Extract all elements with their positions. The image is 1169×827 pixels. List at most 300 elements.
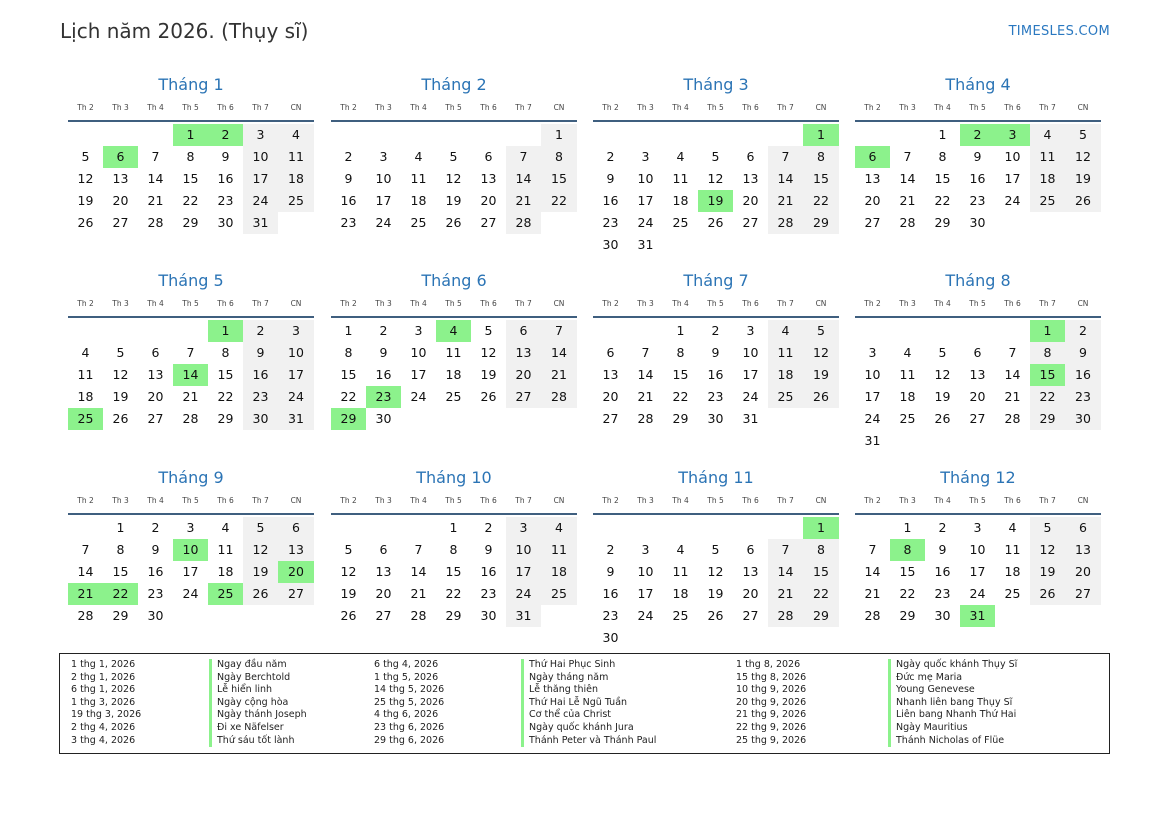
day-cell: 3 bbox=[278, 320, 314, 342]
day-cell: 30 bbox=[375, 411, 392, 426]
day-cell: 29 bbox=[182, 215, 199, 230]
empty-cell bbox=[855, 517, 890, 539]
day-cell: 17 bbox=[742, 367, 759, 382]
day-cell: 13 bbox=[1065, 539, 1101, 561]
day-cell: 12 bbox=[480, 345, 497, 360]
day-cell: 12 bbox=[1030, 539, 1065, 561]
empty-cell bbox=[103, 320, 138, 342]
day-cell: 22 bbox=[541, 190, 577, 212]
month-block bbox=[855, 74, 1101, 234]
day-cell: 24 bbox=[243, 190, 278, 212]
day-cell: 21 bbox=[637, 389, 654, 404]
empty-cell bbox=[436, 124, 471, 146]
day-cell: 27 bbox=[506, 386, 541, 408]
day-cell: 17 bbox=[1004, 171, 1021, 186]
day-cell: 21 bbox=[1004, 389, 1021, 404]
holiday-name: Young Genevese bbox=[888, 684, 1017, 697]
day-cell: 8 bbox=[1030, 342, 1065, 364]
day-cell: 3 bbox=[641, 149, 650, 164]
day-cell: 15 bbox=[803, 168, 839, 190]
weekday-label: Th 3 bbox=[899, 103, 916, 112]
weekday-label: Th 5 bbox=[445, 103, 462, 112]
empty-cell bbox=[628, 320, 663, 342]
day-cell: 21 bbox=[899, 193, 916, 208]
weekday-header bbox=[68, 101, 314, 122]
day-cell: 23 bbox=[934, 586, 951, 601]
day-cell: 11 bbox=[541, 539, 577, 561]
weekday-label: Th 3 bbox=[899, 299, 916, 308]
holiday-name: Thứ Hai Phục Sinh bbox=[521, 659, 656, 672]
day-cell: 21 bbox=[541, 364, 577, 386]
day-cell: 21 bbox=[147, 193, 164, 208]
weekday-label: Th 5 bbox=[707, 299, 724, 308]
weekday-label: Th 4 bbox=[934, 103, 951, 112]
weekday-label: Th 3 bbox=[637, 299, 654, 308]
holiday-date: 25 thg 9, 2026 bbox=[736, 734, 807, 746]
day-cell: 10 bbox=[410, 345, 427, 360]
weekday-label: Th 2 bbox=[77, 103, 94, 112]
day-cell: 23 bbox=[217, 193, 234, 208]
empty-cell bbox=[1030, 605, 1065, 627]
day-cell: 24 bbox=[182, 586, 199, 601]
empty-cell bbox=[698, 234, 733, 256]
day-cell: 24 bbox=[637, 608, 654, 623]
legend-dates-column bbox=[736, 659, 806, 747]
day-cell: 19 bbox=[77, 193, 94, 208]
day-cell: 29 bbox=[899, 608, 916, 623]
day-cell: 7 bbox=[414, 542, 423, 557]
day-cell: 28 bbox=[768, 212, 803, 234]
day-cell: 30 bbox=[602, 237, 619, 252]
holiday-date: 3 thg 4, 2026 bbox=[71, 734, 136, 746]
day-cell: 16 bbox=[602, 193, 619, 208]
day-cell: 1 bbox=[449, 520, 458, 535]
legend-names-column bbox=[888, 659, 1017, 747]
day-cell: 26 bbox=[112, 411, 129, 426]
weekday-label: CN bbox=[290, 103, 302, 112]
day-cell: 7 bbox=[1008, 345, 1017, 360]
day-cell: 1 bbox=[344, 323, 353, 338]
day-cell: 7 bbox=[151, 149, 160, 164]
empty-cell bbox=[593, 517, 628, 539]
day-cell: 13 bbox=[969, 367, 986, 382]
day-cell: 15 bbox=[112, 564, 129, 579]
day-cell: 13 bbox=[864, 171, 881, 186]
day-cell: 21 bbox=[182, 389, 199, 404]
day-cell: 9 bbox=[606, 171, 615, 186]
day-cell: 6 bbox=[973, 345, 982, 360]
weekday-label: CN bbox=[815, 496, 827, 505]
day-cell: 6 bbox=[278, 517, 314, 539]
month-block bbox=[68, 467, 314, 627]
day-cell: 14 bbox=[410, 564, 427, 579]
day-cell: 11 bbox=[410, 171, 427, 186]
day-cell: 3 bbox=[414, 323, 423, 338]
day-cell: 4 bbox=[768, 320, 803, 342]
day-cell: 29 bbox=[217, 411, 234, 426]
day-cell: 25 bbox=[899, 411, 916, 426]
day-cell: 28 bbox=[182, 411, 199, 426]
day-cell: 12 bbox=[707, 564, 724, 579]
empty-cell bbox=[1065, 605, 1101, 627]
empty-cell bbox=[803, 627, 839, 649]
day-cell: 13 bbox=[278, 539, 314, 561]
day-cell: 11 bbox=[278, 146, 314, 168]
legend-names-column bbox=[209, 659, 307, 747]
day-cell: 5 bbox=[803, 320, 839, 342]
day-cell: 8 bbox=[116, 542, 125, 557]
day-cell: 12 bbox=[445, 171, 462, 186]
weekday-header bbox=[68, 297, 314, 318]
day-cell: 4 bbox=[903, 345, 912, 360]
day-cell: 17 bbox=[506, 561, 541, 583]
weekday-label: Th 7 bbox=[515, 103, 532, 112]
day-cell: 14 bbox=[768, 561, 803, 583]
month-title: Tháng 6 bbox=[421, 271, 487, 290]
day-cell: 31 bbox=[960, 605, 995, 627]
month-block bbox=[331, 467, 577, 627]
day-cell: 12 bbox=[112, 367, 129, 382]
weekday-label: Th 2 bbox=[340, 299, 357, 308]
day-cell: 22 bbox=[672, 389, 689, 404]
weekday-header bbox=[593, 101, 839, 122]
weekday-label: Th 2 bbox=[864, 103, 881, 112]
day-cell: 6 bbox=[506, 320, 541, 342]
weekday-label: Th 6 bbox=[742, 299, 759, 308]
day-cell: 20 bbox=[602, 389, 619, 404]
day-cell: 9 bbox=[938, 542, 947, 557]
month-block bbox=[593, 74, 839, 256]
weekday-label: Th 2 bbox=[602, 103, 619, 112]
day-cell: 28 bbox=[541, 386, 577, 408]
weekday-label: Th 6 bbox=[1004, 299, 1021, 308]
empty-cell bbox=[768, 124, 803, 146]
empty-cell bbox=[138, 320, 173, 342]
day-grid bbox=[593, 122, 839, 256]
empty-cell bbox=[925, 320, 960, 342]
day-cell: 2 bbox=[711, 323, 720, 338]
day-cell: 27 bbox=[602, 411, 619, 426]
day-grid bbox=[331, 318, 577, 430]
day-cell: 22 bbox=[445, 586, 462, 601]
empty-cell bbox=[663, 124, 698, 146]
page-title: Lịch năm 2026. (Thụy sĩ) bbox=[60, 19, 309, 43]
day-cell: 19 bbox=[934, 389, 951, 404]
empty-cell bbox=[541, 605, 577, 627]
day-grid bbox=[68, 515, 314, 627]
day-cell: 20 bbox=[864, 193, 881, 208]
month-title: Tháng 2 bbox=[421, 75, 487, 94]
month-block bbox=[68, 270, 314, 430]
day-cell: 17 bbox=[637, 586, 654, 601]
day-cell: 14 bbox=[541, 342, 577, 364]
day-cell: 6 bbox=[746, 542, 755, 557]
month-title: Tháng 8 bbox=[945, 271, 1011, 290]
day-cell: 17 bbox=[864, 389, 881, 404]
day-cell: 13 bbox=[112, 171, 129, 186]
day-cell: 30 bbox=[969, 215, 986, 230]
weekday-label: Th 6 bbox=[1004, 496, 1021, 505]
day-cell: 22 bbox=[1030, 386, 1065, 408]
day-grid bbox=[331, 515, 577, 627]
day-cell: 10 bbox=[637, 564, 654, 579]
day-cell: 19 bbox=[445, 193, 462, 208]
day-cell: 1 bbox=[116, 520, 125, 535]
empty-cell bbox=[68, 517, 103, 539]
weekday-header bbox=[593, 494, 839, 515]
holiday-date: 1 thg 8, 2026 bbox=[736, 659, 801, 670]
day-cell: 15 bbox=[541, 168, 577, 190]
day-cell: 28 bbox=[1004, 411, 1021, 426]
empty-cell bbox=[855, 124, 890, 146]
day-cell: 18 bbox=[1030, 168, 1065, 190]
day-cell: 24 bbox=[637, 215, 654, 230]
day-cell: 3 bbox=[973, 520, 982, 535]
empty-cell bbox=[506, 124, 541, 146]
empty-cell bbox=[628, 517, 663, 539]
day-cell: 1 bbox=[803, 517, 839, 539]
day-cell: 19 bbox=[707, 586, 724, 601]
day-cell: 7 bbox=[903, 149, 912, 164]
weekday-label: Th 3 bbox=[375, 496, 392, 505]
weekday-label: CN bbox=[290, 299, 302, 308]
day-cell: 8 bbox=[676, 345, 685, 360]
weekday-label: Th 6 bbox=[480, 103, 497, 112]
day-grid bbox=[593, 318, 839, 430]
weekday-label: Th 3 bbox=[112, 103, 129, 112]
holiday-date: 25 thg 5, 2026 bbox=[374, 696, 445, 708]
day-cell: 14 bbox=[864, 564, 881, 579]
empty-cell bbox=[995, 320, 1030, 342]
day-cell: 16 bbox=[217, 171, 234, 186]
day-cell: 18 bbox=[672, 586, 689, 601]
weekday-label: Th 6 bbox=[217, 103, 234, 112]
empty-cell bbox=[173, 605, 208, 627]
day-cell: 20 bbox=[1065, 561, 1101, 583]
weekday-header bbox=[855, 297, 1101, 318]
weekday-label: Th 4 bbox=[147, 496, 164, 505]
weekday-label: Th 6 bbox=[480, 299, 497, 308]
weekday-label: Th 3 bbox=[112, 299, 129, 308]
day-cell: 11 bbox=[77, 367, 94, 382]
day-cell: 24 bbox=[506, 583, 541, 605]
day-cell: 6 bbox=[103, 146, 138, 168]
weekday-label: Th 2 bbox=[77, 496, 94, 505]
day-cell: 24 bbox=[969, 586, 986, 601]
day-cell: 3 bbox=[243, 124, 278, 146]
day-cell: 27 bbox=[480, 215, 497, 230]
empty-cell bbox=[960, 320, 995, 342]
day-cell: 5 bbox=[1065, 124, 1101, 146]
holiday-name: Liên bang Nhanh Thứ Hai bbox=[888, 709, 1017, 722]
day-cell: 16 bbox=[969, 171, 986, 186]
day-cell: 9 bbox=[711, 345, 720, 360]
day-cell: 23 bbox=[340, 215, 357, 230]
empty-cell bbox=[1065, 430, 1101, 452]
weekday-header bbox=[855, 101, 1101, 122]
day-cell: 11 bbox=[445, 345, 462, 360]
weekday-label: Th 6 bbox=[217, 299, 234, 308]
day-cell: 10 bbox=[1004, 149, 1021, 164]
weekday-label: Th 4 bbox=[147, 299, 164, 308]
day-cell: 18 bbox=[1004, 564, 1021, 579]
day-cell: 18 bbox=[672, 193, 689, 208]
day-cell: 10 bbox=[742, 345, 759, 360]
day-cell: 23 bbox=[969, 193, 986, 208]
empty-cell bbox=[628, 124, 663, 146]
weekday-label: CN bbox=[1077, 299, 1089, 308]
day-cell: 27 bbox=[864, 215, 881, 230]
day-cell: 22 bbox=[934, 193, 951, 208]
day-cell: 7 bbox=[768, 146, 803, 168]
weekday-header bbox=[68, 494, 314, 515]
empty-cell bbox=[593, 124, 628, 146]
weekday-label: CN bbox=[1077, 103, 1089, 112]
day-cell: 10 bbox=[637, 171, 654, 186]
day-cell: 13 bbox=[742, 171, 759, 186]
day-cell: 6 bbox=[484, 149, 493, 164]
day-cell: 4 bbox=[221, 520, 230, 535]
empty-cell bbox=[68, 320, 103, 342]
day-cell: 27 bbox=[1065, 583, 1101, 605]
day-cell: 4 bbox=[676, 542, 685, 557]
day-cell: 25 bbox=[68, 408, 103, 430]
day-cell: 18 bbox=[217, 564, 234, 579]
empty-cell bbox=[278, 605, 314, 627]
weekday-label: Th 7 bbox=[252, 103, 269, 112]
day-cell: 10 bbox=[969, 542, 986, 557]
day-cell: 23 bbox=[480, 586, 497, 601]
month-title: Tháng 5 bbox=[158, 271, 224, 290]
day-cell: 5 bbox=[243, 517, 278, 539]
day-cell: 8 bbox=[890, 539, 925, 561]
day-cell: 7 bbox=[768, 539, 803, 561]
empty-cell bbox=[733, 124, 768, 146]
day-cell: 25 bbox=[208, 583, 243, 605]
weekday-label: Th 7 bbox=[252, 299, 269, 308]
weekday-label: Th 4 bbox=[672, 299, 689, 308]
site-logo-link[interactable]: TIMESLES.COM bbox=[1008, 24, 1110, 39]
day-cell: 4 bbox=[1008, 520, 1017, 535]
day-cell: 30 bbox=[480, 608, 497, 623]
empty-cell bbox=[331, 517, 366, 539]
day-cell: 20 bbox=[278, 561, 314, 583]
day-cell: 31 bbox=[742, 411, 759, 426]
day-cell: 3 bbox=[995, 124, 1030, 146]
holiday-name: Ngày Berchtold bbox=[209, 672, 307, 685]
day-cell: 30 bbox=[147, 608, 164, 623]
day-cell: 3 bbox=[641, 542, 650, 557]
day-cell: 18 bbox=[278, 168, 314, 190]
weekday-label: Th 7 bbox=[777, 496, 794, 505]
day-cell: 16 bbox=[934, 564, 951, 579]
day-cell: 8 bbox=[221, 345, 230, 360]
day-cell: 31 bbox=[278, 408, 314, 430]
day-cell: 21 bbox=[768, 190, 803, 212]
weekday-label: CN bbox=[553, 103, 565, 112]
holiday-date: 20 thg 9, 2026 bbox=[736, 696, 807, 708]
day-cell: 22 bbox=[803, 583, 839, 605]
empty-cell bbox=[663, 234, 698, 256]
day-cell: 26 bbox=[480, 389, 497, 404]
day-cell: 14 bbox=[506, 168, 541, 190]
weekday-label: Th 6 bbox=[742, 103, 759, 112]
weekday-label: Th 6 bbox=[217, 496, 234, 505]
day-cell: 2 bbox=[344, 149, 353, 164]
day-cell: 2 bbox=[938, 520, 947, 535]
empty-cell bbox=[768, 408, 803, 430]
holiday-date: 2 thg 1, 2026 bbox=[71, 671, 136, 683]
day-cell: 14 bbox=[768, 168, 803, 190]
day-cell: 14 bbox=[173, 364, 208, 386]
day-cell: 15 bbox=[217, 367, 234, 382]
day-cell: 3 bbox=[379, 149, 388, 164]
empty-cell bbox=[733, 234, 768, 256]
day-cell: 7 bbox=[81, 542, 90, 557]
holiday-date: 6 thg 4, 2026 bbox=[374, 659, 439, 670]
weekday-label: Th 2 bbox=[864, 496, 881, 505]
day-cell: 27 bbox=[742, 215, 759, 230]
day-cell: 27 bbox=[375, 608, 392, 623]
weekday-label: Th 4 bbox=[410, 496, 427, 505]
day-cell: 20 bbox=[742, 586, 759, 601]
day-cell: 17 bbox=[410, 367, 427, 382]
month-block bbox=[68, 74, 314, 234]
day-cell: 27 bbox=[112, 215, 129, 230]
day-cell: 4 bbox=[541, 517, 577, 539]
day-cell: 1 bbox=[938, 127, 947, 142]
day-cell: 25 bbox=[672, 608, 689, 623]
day-cell: 28 bbox=[147, 215, 164, 230]
day-cell: 29 bbox=[112, 608, 129, 623]
holiday-name: Ngày thánh Joseph bbox=[209, 709, 307, 722]
weekday-label: Th 4 bbox=[410, 103, 427, 112]
weekday-header bbox=[331, 494, 577, 515]
empty-cell bbox=[243, 605, 278, 627]
day-cell: 5 bbox=[938, 345, 947, 360]
day-cell: 25 bbox=[672, 215, 689, 230]
day-cell: 2 bbox=[960, 124, 995, 146]
day-cell: 22 bbox=[182, 193, 199, 208]
empty-cell bbox=[506, 408, 541, 430]
weekday-label: Th 7 bbox=[252, 496, 269, 505]
day-cell: 13 bbox=[147, 367, 164, 382]
weekday-label: Th 3 bbox=[637, 496, 654, 505]
holiday-date: 29 thg 6, 2026 bbox=[374, 734, 445, 746]
day-cell: 2 bbox=[484, 520, 493, 535]
day-cell: 30 bbox=[217, 215, 234, 230]
day-cell: 8 bbox=[186, 149, 195, 164]
weekday-label: Th 3 bbox=[112, 496, 129, 505]
weekday-label: Th 3 bbox=[637, 103, 654, 112]
month-title: Tháng 1 bbox=[158, 75, 224, 94]
empty-cell bbox=[401, 408, 436, 430]
day-cell: 11 bbox=[899, 367, 916, 382]
day-cell: 6 bbox=[746, 149, 755, 164]
day-cell: 3 bbox=[186, 520, 195, 535]
day-grid bbox=[855, 122, 1101, 234]
day-cell: 15 bbox=[340, 367, 357, 382]
empty-cell bbox=[925, 430, 960, 452]
day-cell: 28 bbox=[410, 608, 427, 623]
day-cell: 4 bbox=[1030, 124, 1065, 146]
day-cell: 30 bbox=[707, 411, 724, 426]
day-cell: 30 bbox=[934, 608, 951, 623]
legend-dates-column bbox=[71, 659, 141, 747]
day-cell: 10 bbox=[864, 367, 881, 382]
weekday-label: Th 4 bbox=[410, 299, 427, 308]
day-cell: 4 bbox=[436, 320, 471, 342]
